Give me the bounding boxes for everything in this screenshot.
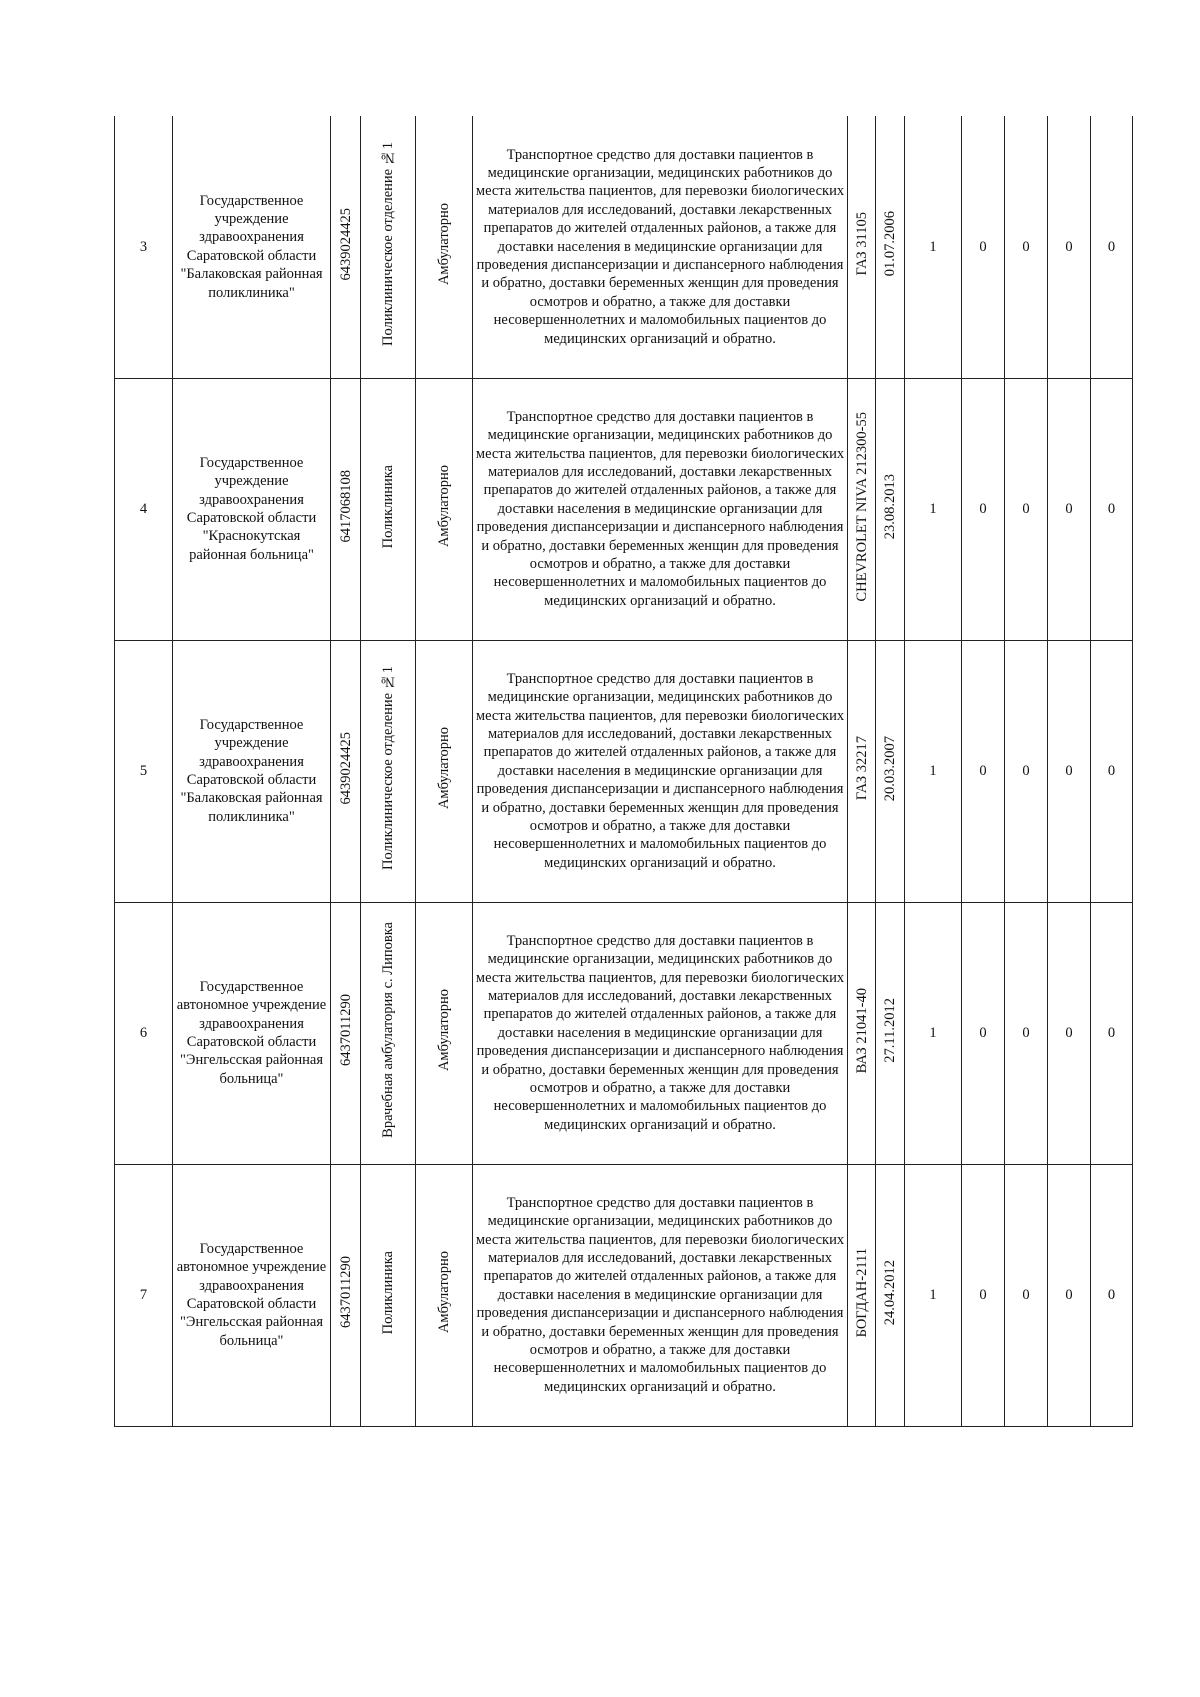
mode-text: Амбулаторно — [436, 727, 452, 810]
vehicle-model-cell — [848, 640, 876, 902]
count-cell-2: 0 — [962, 116, 1005, 378]
count-cell-4: 0 — [1048, 116, 1091, 378]
mode-text: Амбулаторно — [436, 203, 452, 286]
inn-text: 6439024425 — [337, 732, 354, 805]
registration-date-text: 01.07.2006 — [882, 211, 898, 277]
count-cell-5: 0 — [1091, 116, 1133, 378]
organization-cell: Государственное автономное учреждение здравоохранения Саратовской области "Энгельсская районная больница" — [173, 902, 331, 1164]
count-cell-1: 1 — [905, 1164, 962, 1426]
inn-text: 6417068108 — [337, 470, 354, 543]
unit-cell — [361, 640, 416, 902]
mode-cell — [416, 640, 473, 902]
inn-cell — [331, 640, 361, 902]
vehicle-model-cell — [848, 378, 876, 640]
inn-text: 6439024425 — [337, 207, 354, 281]
count-cell-1: 1 — [905, 378, 962, 640]
vehicle-model-cell — [848, 116, 876, 378]
registration-date-cell — [876, 1164, 905, 1426]
registration-date-cell — [876, 378, 905, 640]
count-cell-1: 1 — [905, 902, 962, 1164]
registration-date-text: 24.04.2012 — [882, 1259, 898, 1325]
count-cell-2: 0 — [962, 378, 1005, 640]
mode-text: Амбулаторно — [436, 989, 452, 1072]
row-number-cell: 3 — [115, 116, 173, 378]
organization-cell: Государственное учреждение здравоохранения Саратовской области "Балаковская районная поликлиника" — [173, 116, 331, 378]
registration-date-cell — [876, 640, 905, 902]
table-row — [115, 116, 1133, 378]
count-cell-5: 0 — [1091, 902, 1133, 1164]
organization-cell: Государственное автономное учреждение здравоохранения Саратовской области "Энгельсская районная больница" — [173, 1164, 331, 1426]
vehicle-model-text: ГАЗ 31105 — [853, 212, 870, 276]
count-cell-3: 0 — [1005, 902, 1048, 1164]
unit-text: Поликлиническое отделение №1 — [380, 666, 396, 871]
count-cell-2: 0 — [962, 640, 1005, 902]
count-cell-5: 0 — [1091, 1164, 1133, 1426]
count-cell-4: 0 — [1048, 378, 1091, 640]
count-cell-4: 0 — [1048, 1164, 1091, 1426]
unit-text: Поликлиническое отделение №1 — [380, 142, 396, 347]
purpose-cell: Транспортное средство для доставки пациентов в медицинские организации, медицинских работников до места жительства пациентов, для перевозки биологических материалов для исследований, доставки лекарственных препаратов до жителей отдаленных районов, а также для доставки населения в медицинские организации для проведения диспансеризации и диспансерного наблюдения и обратно, доставки беременных женщин для проведения осмотров и обратно, а также для доставки несовершеннолетних и маломобильных пациентов до медицинских организаций и обратно. — [473, 1164, 848, 1426]
table-row — [115, 1164, 1133, 1426]
inn-cell — [331, 1164, 361, 1426]
unit-text: Поликлиника — [380, 1250, 396, 1334]
purpose-cell: Транспортное средство для доставки пациентов в медицинские организации, медицинских работников до места жительства пациентов, для перевозки биологических материалов для исследований, доставки лекарственных препаратов до жителей отдаленных районов, а также для доставки населения в медицинские организации для проведения диспансеризации и диспансерного наблюдения и обратно, доставки беременных женщин для проведения осмотров и обратно, а также для доставки несовершеннолетних и маломобильных пациентов до медицинских организаций и обратно. — [473, 116, 848, 378]
purpose-cell: Транспортное средство для доставки пациентов в медицинские организации, медицинских работников до места жительства пациентов, для перевозки биологических материалов для исследований, доставки лекарственных препаратов до жителей отдаленных районов, а также для доставки населения в медицинские организации для проведения диспансеризации и диспансерного наблюдения и обратно, доставки беременных женщин для проведения осмотров и обратно, а также для доставки несовершеннолетних и маломобильных пациентов до медицинских организаций и обратно. — [473, 902, 848, 1164]
vehicle-registry-table-container — [114, 116, 1133, 1427]
organization-cell: Государственное учреждение здравоохранения Саратовской области "Балаковская районная поликлиника" — [173, 640, 331, 902]
row-number-cell: 4 — [115, 378, 173, 640]
count-cell-3: 0 — [1005, 378, 1048, 640]
unit-text: Поликлиника — [380, 464, 396, 548]
mode-text: Амбулаторно — [436, 465, 452, 548]
table-row — [115, 378, 1133, 640]
vehicle-model-text: ВАЗ 21041-40 — [853, 987, 870, 1073]
vehicle-model-text: CHEVROLET NIVA 212300-55 — [853, 411, 870, 602]
registration-date-cell — [876, 902, 905, 1164]
purpose-cell: Транспортное средство для доставки пациентов в медицинские организации, медицинских работников до места жительства пациентов, для перевозки биологических материалов для исследований, доставки лекарственных препаратов до жителей отдаленных районов, а также для доставки населения в медицинские организации для проведения диспансеризации и диспансерного наблюдения и обратно, доставки беременных женщин для проведения осмотров и обратно, а также для доставки несовершеннолетних и маломобильных пациентов до медицинских организаций и обратно. — [473, 640, 848, 902]
unit-cell — [361, 116, 416, 378]
inn-text: 6437011290 — [337, 994, 354, 1067]
vehicle-model-text: ГАЗ 32217 — [853, 736, 870, 801]
row-number-cell: 7 — [115, 1164, 173, 1426]
count-cell-5: 0 — [1091, 640, 1133, 902]
inn-cell — [331, 902, 361, 1164]
count-cell-3: 0 — [1005, 1164, 1048, 1426]
registration-date-text: 23.08.2013 — [882, 473, 898, 539]
mode-cell — [416, 378, 473, 640]
count-cell-4: 0 — [1048, 640, 1091, 902]
count-cell-5: 0 — [1091, 378, 1133, 640]
registration-date-text: 20.03.2007 — [882, 735, 898, 801]
count-cell-2: 0 — [962, 1164, 1005, 1426]
unit-text: Врачебная амбулатория с. Липовка — [380, 922, 396, 1139]
count-cell-4: 0 — [1048, 902, 1091, 1164]
registration-date-cell — [876, 116, 905, 378]
vehicle-model-cell — [848, 902, 876, 1164]
row-number-cell: 5 — [115, 640, 173, 902]
table-row — [115, 640, 1133, 902]
count-cell-3: 0 — [1005, 116, 1048, 378]
count-cell-2: 0 — [962, 902, 1005, 1164]
inn-cell — [331, 116, 361, 378]
inn-text: 6437011290 — [337, 1256, 354, 1329]
unit-cell — [361, 902, 416, 1164]
purpose-cell: Транспортное средство для доставки пациентов в медицинские организации, медицинских работников до места жительства пациентов, для перевозки биологических материалов для исследований, доставки лекарственных препаратов до жителей отдаленных районов, а также для доставки населения в медицинские организации для проведения диспансеризации и диспансерного наблюдения и обратно, доставки беременных женщин для проведения осмотров и обратно, а также для доставки несовершеннолетних и маломобильных пациентов до медицинских организаций и обратно. — [473, 378, 848, 640]
vehicle-model-cell — [848, 1164, 876, 1426]
mode-cell — [416, 116, 473, 378]
count-cell-3: 0 — [1005, 640, 1048, 902]
mode-cell — [416, 902, 473, 1164]
unit-cell — [361, 378, 416, 640]
unit-cell — [361, 1164, 416, 1426]
vehicle-registry-table — [114, 116, 1133, 1427]
mode-cell — [416, 1164, 473, 1426]
inn-cell — [331, 378, 361, 640]
organization-cell: Государственное учреждение здравоохранения Саратовской области "Краснокутская районная больница" — [173, 378, 331, 640]
table-row — [115, 902, 1133, 1164]
count-cell-1: 1 — [905, 116, 962, 378]
registration-date-text: 27.11.2012 — [882, 997, 898, 1063]
row-number-cell: 6 — [115, 902, 173, 1164]
vehicle-model-text: БОГДАН-2111 — [853, 1247, 870, 1337]
count-cell-1: 1 — [905, 640, 962, 902]
mode-text: Амбулаторно — [436, 1251, 452, 1334]
table-body — [115, 116, 1133, 1426]
